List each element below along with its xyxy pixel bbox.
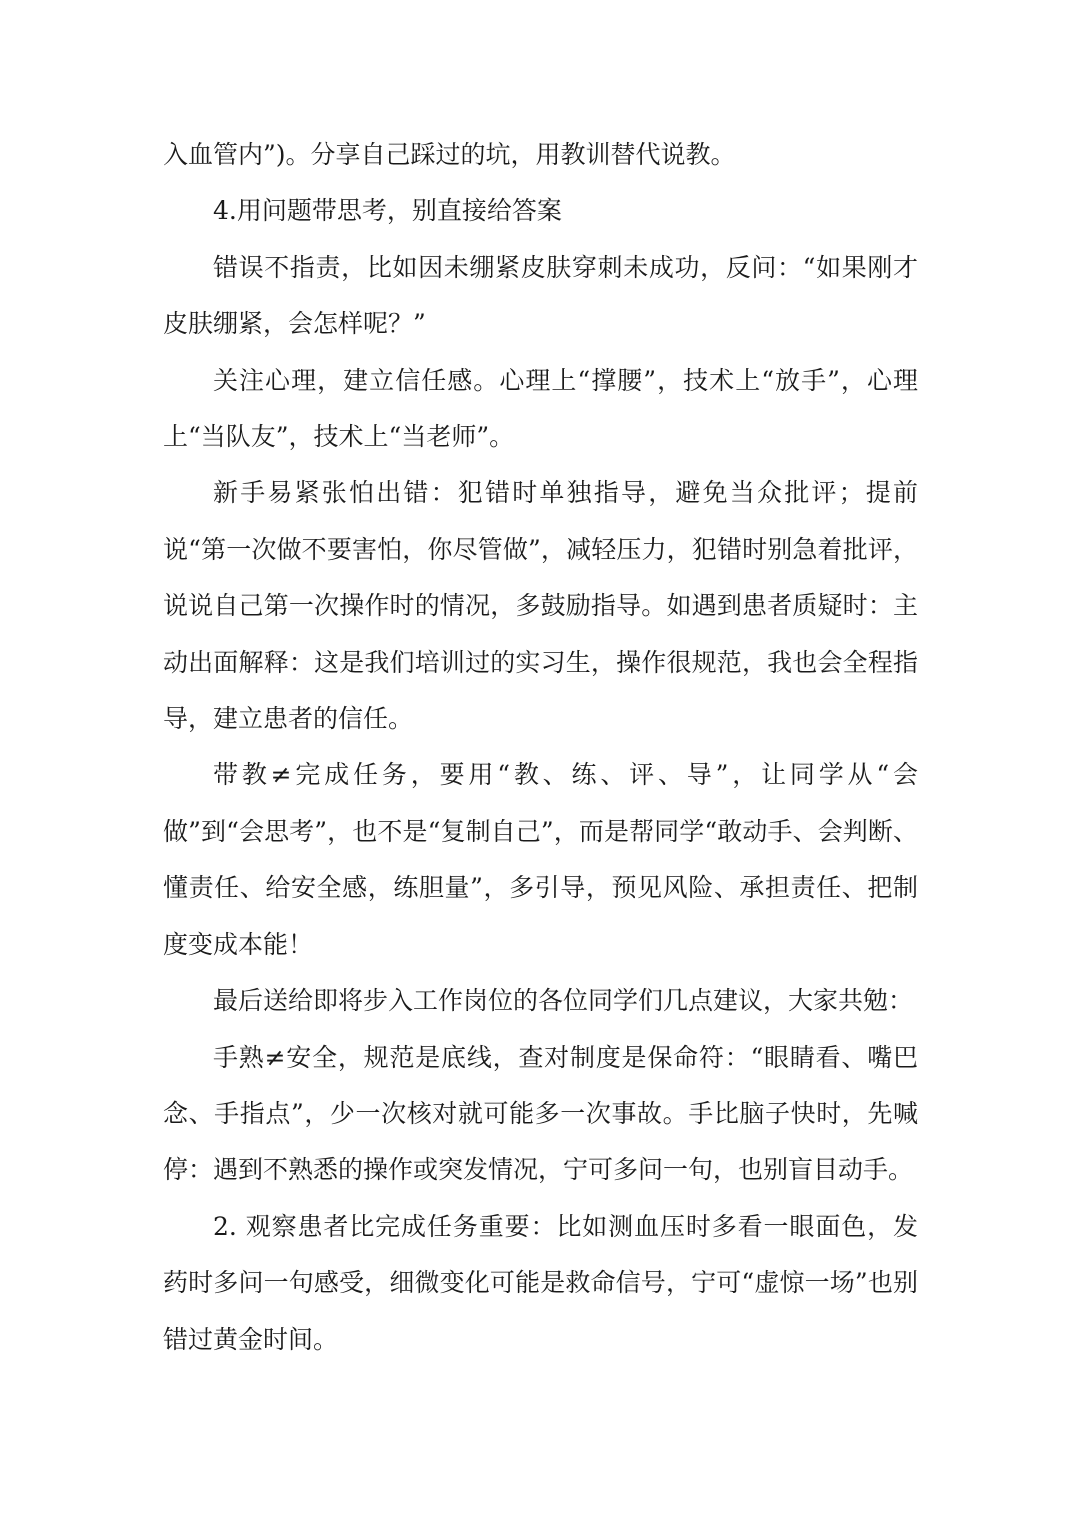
paragraph-advice-intro: 最后送给即将步入工作岗位的各位同学们几点建议，大家共勉： [213, 986, 914, 1016]
paragraph-teaching: 带教≠完成任务，要用“教、练、评、导”，让同学从“会做”到“会思考”，也不是“复制自己”，而是帮同学“敢动手、会判断、懂责任、给安全感，练胆量”，多引导，预见风险、承担责任、把制度变成本能！ [163, 760, 918, 959]
paragraph-no-blame: 错误不指责，比如因未绷紧皮肤穿刺未成功，反问：“如果刚才皮肤绷紧，会怎样呢？” [163, 252, 918, 339]
paragraph-safety: 手熟≠安全，规范是底线，查对制度是保命符：“眼睛看、嘴巴念、手指点”，少一次核对就可能多一次事故。手比脑子快时，先喊停：遇到不熟悉的操作或突发情况，宁可多问一句，也别盲目动手。 [163, 1042, 918, 1185]
paragraph-trust: 关注心理，建立信任感。心理上“撑腰”，技术上“放手”，心理上“当队友”，技术上“当老师”。 [163, 365, 918, 452]
section-heading-4: 4.用问题带思考，别直接给答案 [213, 196, 562, 226]
paragraph-continuation: 入血管内”)。分享自己踩过的坑，用教训替代说教。 [163, 140, 736, 169]
document-body [163, 127, 918, 1368]
paragraph-novice-nerves: 新手易紧张怕出错：犯错时单独指导，避免当众批评；提前说“第一次做不要害怕，你尽管做”，减轻压力，犯错时别急着批评，说说自己第一次操作时的情况，多鼓励指导。如遇到患者质疑时：主动出面解释：这是我们培训过的实习生，操作很规范，我也会全程指导，建立患者的信任。 [163, 478, 918, 734]
paragraph-observe-patient: 2. 观察患者比完成任务重要：比如测血压时多看一眼面色，发药时多问一句感受，细微变化可能是救命信号，宁可“虚惊一场”也别错过黄金时间。 [163, 1211, 918, 1354]
